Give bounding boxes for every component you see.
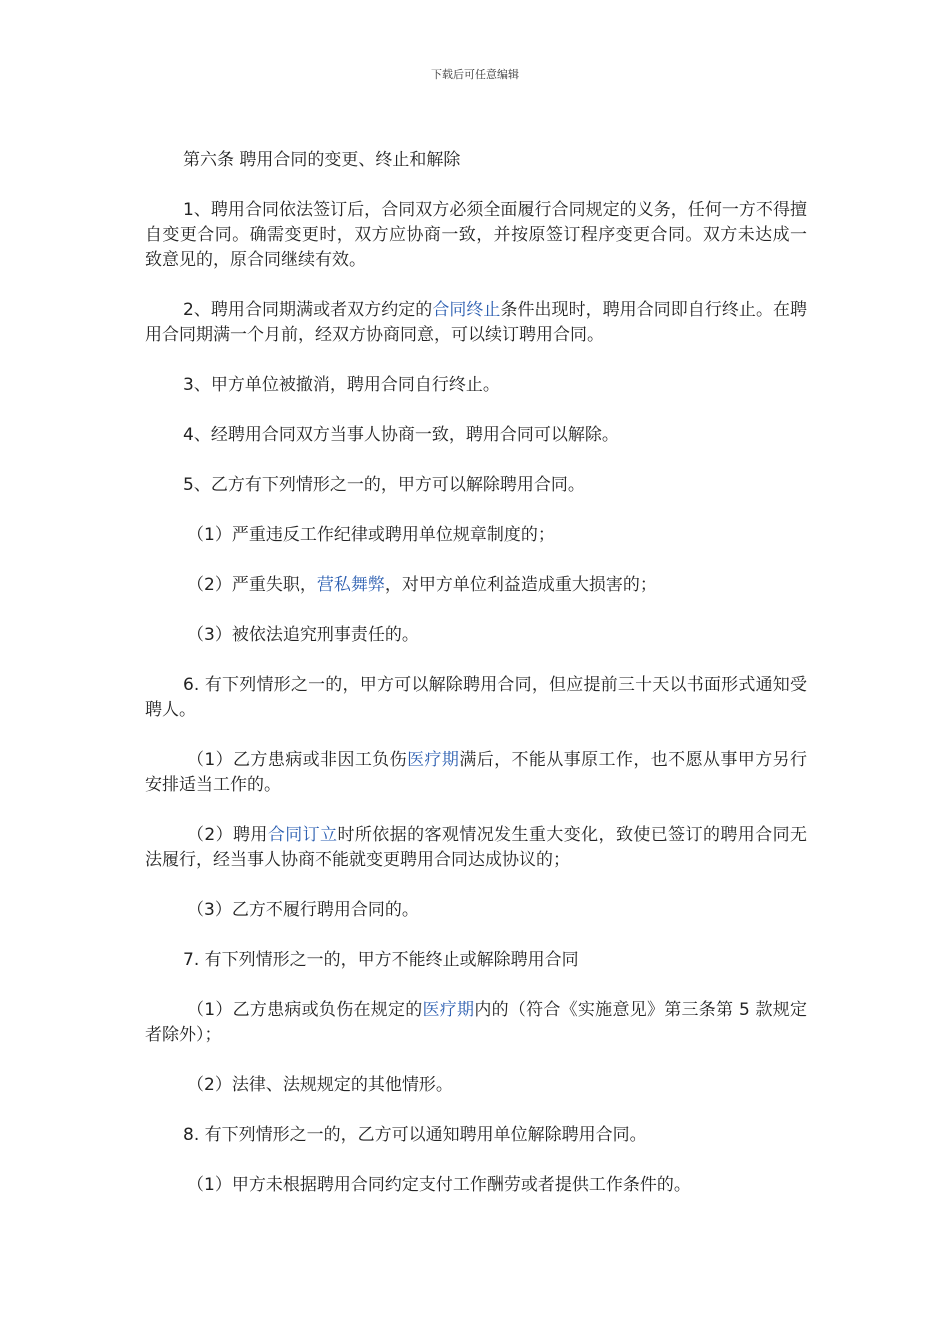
paragraph-6-item-1	[145, 748, 807, 798]
article-title: 第六条 聘用合同的变更、终止和解除	[183, 150, 461, 170]
link-medical-period[interactable]: 医疗期	[407, 750, 460, 770]
paragraph-1: 1、聘用合同依法签订后，合同双方必须全面履行合同规定的义务，任何一方不得擅自变更合同。确需变更时，双方应协商一致，并按原签订程序变更合同。双方未达成一致意见的，原合同继续有效。	[145, 200, 807, 270]
paragraph-3: 3、甲方单位被撤消，聘用合同自行终止。	[183, 375, 500, 395]
paragraph-7: 7. 有下列情形之一的，甲方不能终止或解除聘用合同	[183, 950, 579, 970]
paragraph-5-item-1: （1）严重违反工作纪律或聘用单位规章制度的；	[187, 525, 555, 545]
paragraph-2	[145, 298, 807, 348]
paragraph-8-item-1: （1）甲方未根据聘用合同约定支付工作酬劳或者提供工作条件的。	[187, 1175, 691, 1195]
link-medical-period[interactable]: 医疗期	[422, 1000, 475, 1020]
paragraph-8: 8. 有下列情形之一的，乙方可以通知聘用单位解除聘用合同。	[183, 1125, 647, 1145]
paragraph-text: （1）乙方患病或非因工负伤	[187, 750, 408, 770]
paragraph-5-item-3: （3）被依法追究刑事责任的。	[187, 625, 419, 645]
link-malpractice[interactable]: 营私舞弊	[316, 575, 385, 595]
paragraph-5-item-2	[145, 573, 807, 598]
paragraph-text: （2）严重失职，	[187, 575, 317, 595]
paragraph-5: 5、乙方有下列情形之一的，甲方可以解除聘用合同。	[183, 475, 585, 495]
paragraph-text: 内的（符合《实施意见》第三条第 5 款规定者除外）；	[145, 1000, 807, 1045]
document-body	[145, 148, 807, 1223]
link-contract-signing[interactable]: 合同订立	[267, 825, 338, 845]
paragraph-text: （1）乙方患病或负伤在规定的	[187, 1000, 423, 1020]
paragraph-6-item-2	[145, 823, 807, 873]
paragraph-text: 时所依据的客观情况发生重大变化，致使已签订的聘用合同无法履行，经当事人协商不能就变更聘用合同达成协议的；	[145, 825, 807, 870]
paragraph-6-item-3: （3）乙方不履行聘用合同的。	[187, 900, 419, 920]
paragraph-text: ，对甲方单位利益造成重大损害的；	[384, 575, 657, 595]
paragraph-4: 4、经聘用合同双方当事人协商一致，聘用合同可以解除。	[183, 425, 619, 445]
paragraph-text: （2）聘用	[187, 825, 268, 845]
paragraph-text: 条件出现时，聘用合同即自行终止。在聘用合同期满一个月前，经双方协商同意，可以续订聘用合同。	[145, 300, 808, 345]
paragraph-text: 满后，不能从事原工作，也不愿从事甲方另行安排适当工作的。	[145, 750, 808, 795]
link-contract-termination[interactable]: 合同终止	[432, 300, 501, 320]
paragraph-6: 6. 有下列情形之一的，甲方可以解除聘用合同，但应提前三十天以书面形式通知受聘人。	[145, 675, 807, 720]
page-header: 下载后可任意编辑	[431, 68, 519, 81]
paragraph-text: 2、聘用合同期满或者双方约定的	[183, 300, 433, 320]
paragraph-7-item-1	[145, 998, 807, 1048]
paragraph-7-item-2: （2）法律、法规规定的其他情形。	[187, 1075, 453, 1095]
